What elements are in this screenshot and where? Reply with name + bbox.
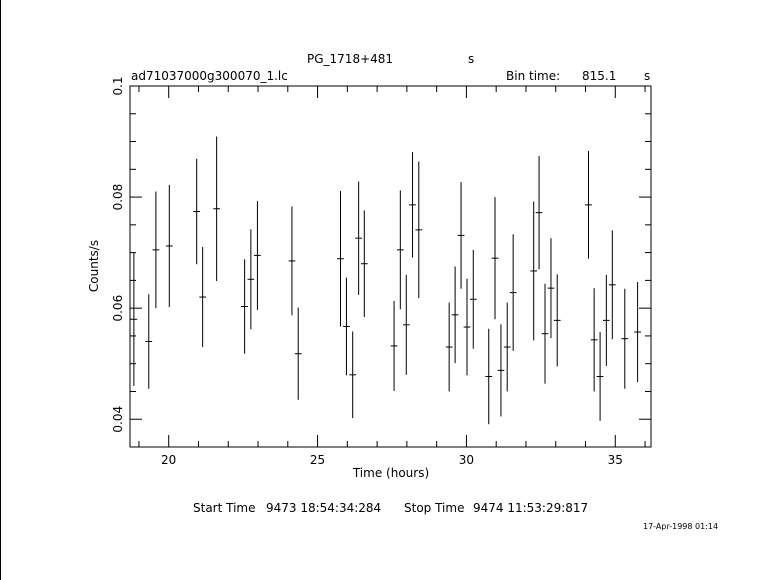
data-point [634,282,641,382]
file-name: ad71037000g300070_1.lc [131,69,288,83]
data-point [591,288,598,391]
data-point [193,159,200,265]
data-point [492,197,499,319]
data-point [403,275,410,375]
x-axis-label: Time (hours) [352,466,430,480]
bin-time-label: Bin time: [506,69,561,83]
data-point [391,301,398,391]
data-point [597,332,604,421]
x-tick-label: 20 [161,453,177,467]
data-point [355,182,362,295]
y-tick-label: 0.06 [111,294,125,322]
data-point [458,182,465,289]
y-axis-label: Counts/s [87,239,101,293]
data-point [254,201,261,310]
data-point [609,230,616,339]
data-point [554,274,561,366]
start-time-value: 9473 18:54:34:284 [266,501,382,515]
data-point [504,303,511,392]
stop-time-label: Stop Time [404,501,465,515]
data-point [295,308,302,400]
object-name: PG_1718+481 [307,52,394,66]
data-point [289,207,296,316]
plot-frame [130,86,651,447]
object-unit: s [468,52,475,66]
data-point [166,185,173,307]
data-point [145,294,152,388]
data-point [409,152,416,258]
data-point [603,275,610,366]
data-point [542,284,549,384]
data-point [349,331,356,418]
data-point [153,192,160,309]
x-tick-label: 30 [458,453,475,467]
data-points [131,137,641,425]
data-point [248,229,255,329]
data-point [485,329,492,425]
bin-time-unit: s [644,69,651,83]
bin-time-value: 815.1 [582,69,617,83]
x-tick-label: 35 [607,453,623,467]
data-point [536,156,543,269]
data-point [452,267,459,364]
stop-time-value: 9474 11:53:29:817 [473,501,589,515]
data-point [446,303,453,392]
data-point [415,162,422,299]
y-tick-label: 0.1 [111,76,125,96]
data-point [470,250,477,349]
y-tick-label: 0.04 [111,405,125,433]
data-point [343,278,350,376]
data-point [510,234,517,351]
data-point [621,289,628,389]
data-point [548,238,555,338]
data-point [199,247,206,347]
data-point [213,137,220,281]
data-point [361,210,368,317]
data-point [241,259,248,353]
data-point [585,151,592,259]
x-tick-label: 25 [309,453,326,467]
date-stamp: 17-Apr-1998 01:14 [643,522,719,531]
y-tick-label: 0.08 [111,183,125,211]
axis-ticks [111,76,651,467]
data-point [464,279,471,376]
data-point [397,190,404,309]
data-point [498,324,505,416]
start-time-label: Start Time [193,501,256,515]
data-point [131,253,138,386]
data-point [530,202,537,341]
data-point [337,191,344,327]
